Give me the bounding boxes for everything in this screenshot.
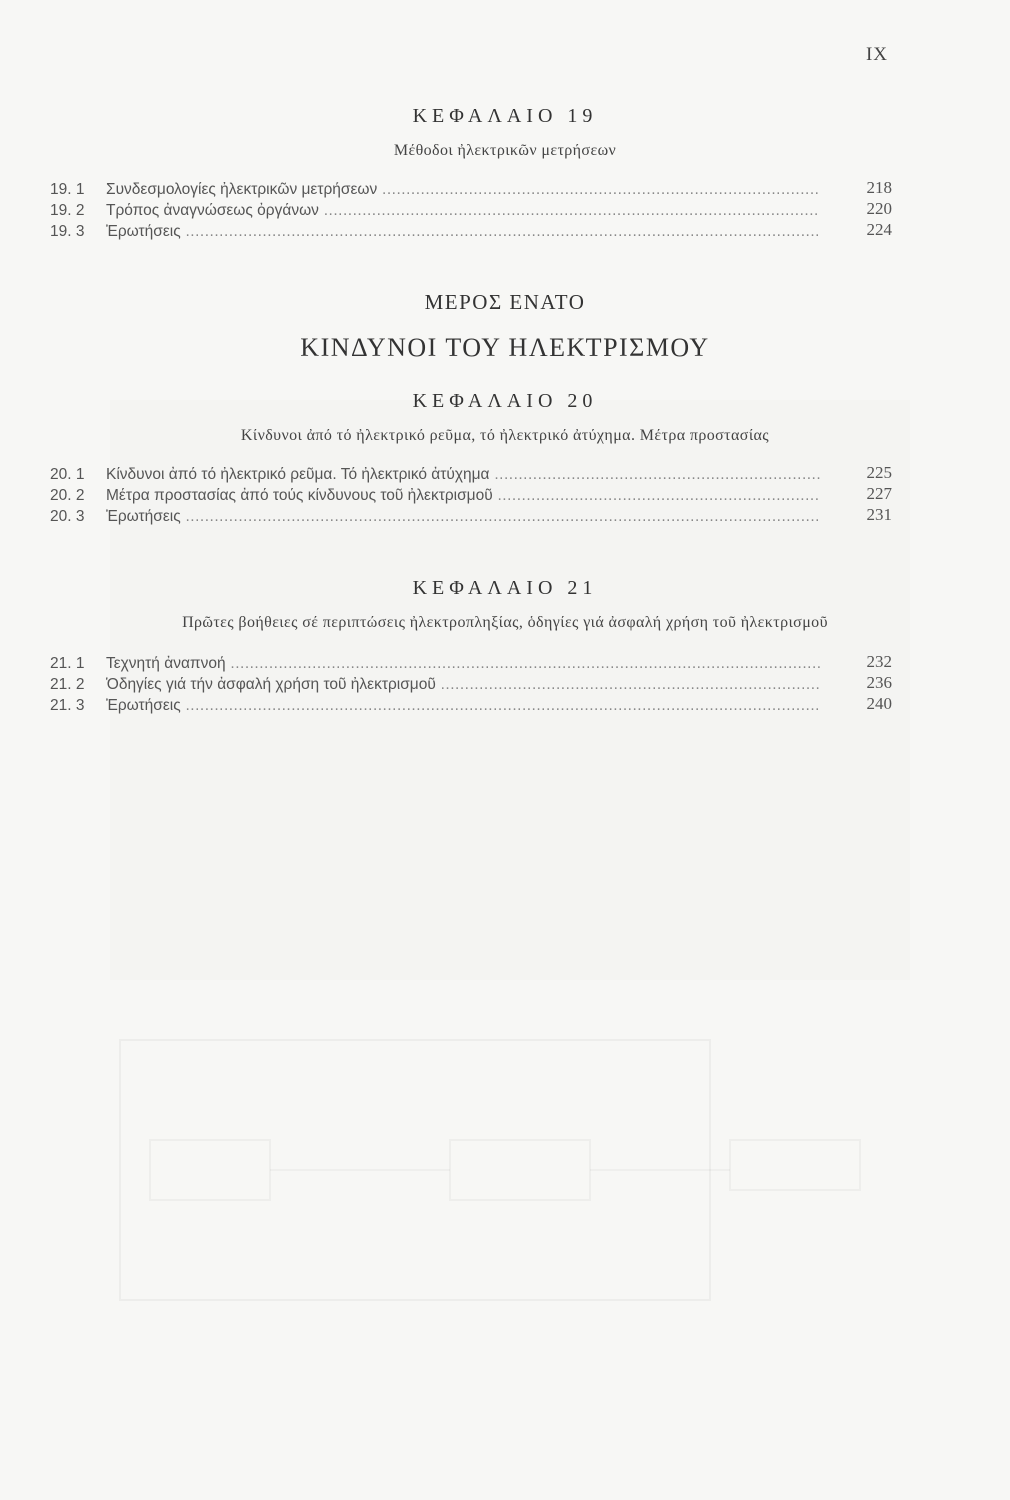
toc-entry — [50, 484, 892, 508]
toc-entry-title: Ὁδηγίες γιά τήν ἀσφαλή χρήση τοῦ ἠλεκτρισμοῦ ..... — [106, 676, 820, 694]
chapter-20-toc — [50, 463, 892, 529]
toc-entry-page: 224 — [866, 220, 892, 239]
toc-entry-title: Μέτρα προστασίας ἀπό τούς κίνδυνους τοῦ ἠλεκτρισμοῦ ..... — [106, 487, 820, 505]
toc-entry-title: Τεχνητή ἀναπνοή ..... — [106, 655, 820, 673]
toc-entry — [50, 463, 892, 487]
part-title: ΚΙΝΔΥΝΟΙ ΤΟΥ ΗΛΕΚΤΡΙΣΜΟΥ — [300, 333, 710, 362]
toc-entry — [50, 652, 892, 676]
chapter-subtitle: Πρῶτες βοήθειες σέ περιπτώσεις ἠλεκτροπληξίας, ὁδηγίες γιά ἀσφαλή χρήση τοῦ ἠλεκτρισμοῦ — [182, 614, 828, 631]
toc-entry — [50, 178, 892, 202]
toc-entry — [50, 220, 892, 244]
toc-entry-page: 225 — [866, 463, 892, 482]
toc-entry-title: Συνδεσμολογίες ἠλεκτρικῶν μετρήσεων ..... — [106, 181, 820, 199]
toc-entry-number: 19. 3 — [50, 223, 85, 240]
toc-entry — [50, 199, 892, 223]
toc-entry-page: 227 — [866, 484, 892, 503]
toc-entry-number: 21. 1 — [50, 655, 85, 672]
toc-entry — [50, 505, 892, 529]
toc-entry-title: Ἐρωτήσεις ..... — [106, 223, 820, 241]
chapter-21-header — [0, 577, 1010, 632]
chapter-heading: ΚΕΦΑΛΑΙΟ 19 — [412, 105, 598, 127]
chapter-subtitle: Μέθοδοι ἠλεκτρικῶν μετρήσεων — [393, 142, 617, 159]
part-label: ΜΕΡΟΣ ΕΝΑΤΟ — [424, 290, 586, 314]
page-number: IX — [865, 44, 888, 65]
toc-entry-page: 232 — [866, 652, 892, 671]
toc-entry-page: 220 — [866, 199, 892, 218]
toc-entry-title: Ἐρωτήσεις ..... — [106, 697, 820, 715]
toc-entry — [50, 673, 892, 697]
toc-entry-number: 21. 3 — [50, 697, 85, 714]
toc-entry-number: 19. 2 — [50, 202, 85, 219]
chapter-19-header — [0, 105, 1010, 160]
chapter-20-header — [0, 390, 1010, 445]
toc-entry-number: 21. 2 — [50, 676, 85, 693]
chapter-21-toc — [50, 652, 892, 718]
chapter-heading: ΚΕΦΑΛΑΙΟ 21 — [412, 577, 598, 599]
toc-entry-page: 240 — [866, 694, 892, 713]
toc-entry-page: 236 — [866, 673, 892, 692]
chapter-heading: ΚΕΦΑΛΑΙΟ 20 — [412, 390, 598, 412]
toc-entry-number: 19. 1 — [50, 181, 85, 198]
chapter-subtitle: Κίνδυνοι ἀπό τό ἠλεκτρικό ρεῦμα, τό ἠλεκτρικό ἀτύχημα. Μέτρα προστασίας — [240, 427, 770, 444]
toc-entry-title: Ἐρωτήσεις ..... — [106, 508, 820, 526]
toc-entry-title: Τρόπος ἀναγνώσεως ὀργάνων ..... — [106, 202, 820, 220]
toc-entry-number: 20. 3 — [50, 508, 85, 525]
toc-entry-title: Κίνδυνοι ἀπό τό ἠλεκτρικό ρεῦμα. Τό ἠλεκτρικό ἀτύχημα ..... — [106, 466, 820, 484]
chapter-19-toc — [50, 178, 892, 244]
toc-entry-number: 20. 2 — [50, 487, 85, 504]
toc-entry-page: 231 — [866, 505, 892, 524]
toc-entry — [50, 694, 892, 718]
toc-entry-number: 20. 1 — [50, 466, 85, 483]
toc-entry-page: 218 — [866, 178, 892, 197]
